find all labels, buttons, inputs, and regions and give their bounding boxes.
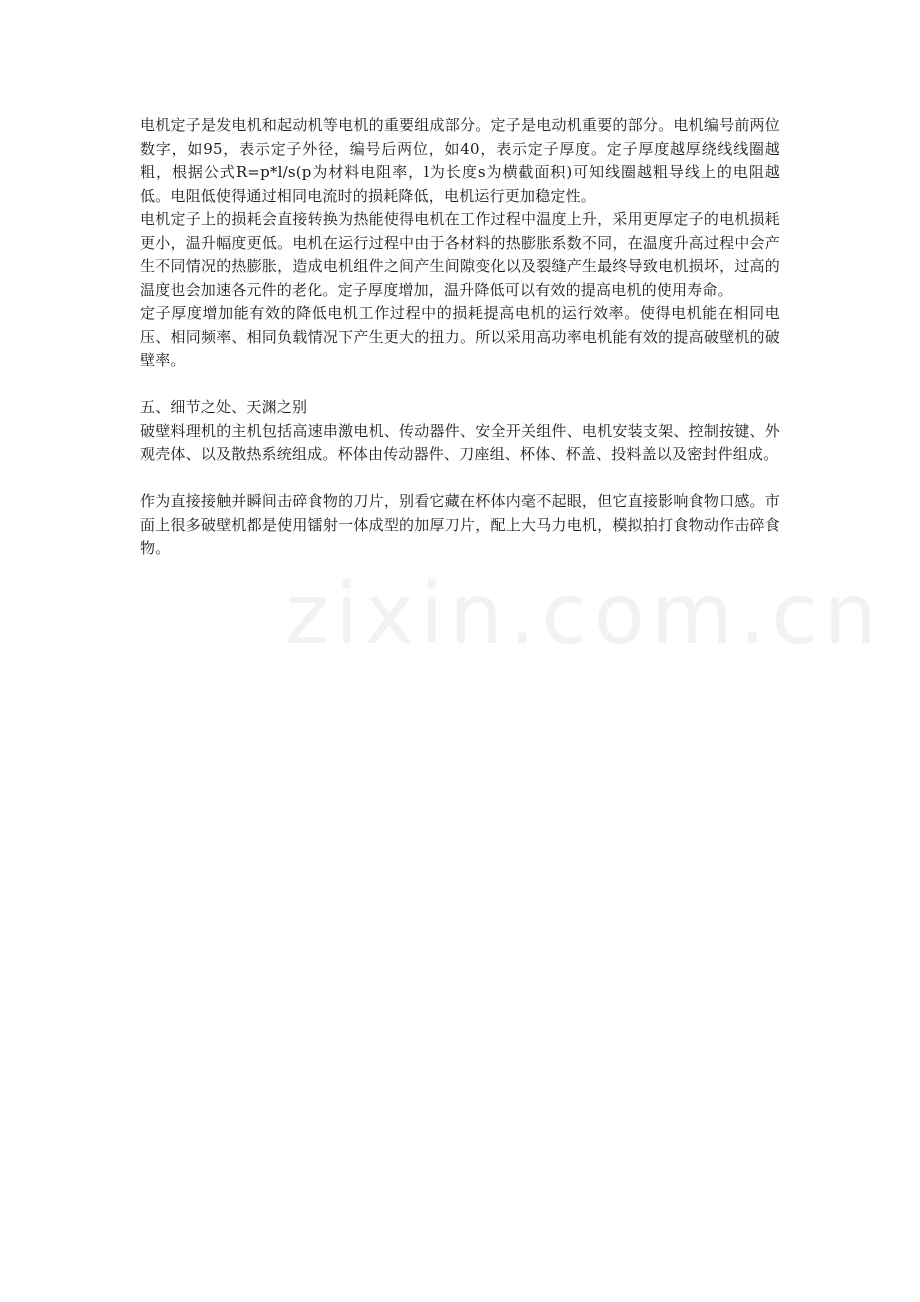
paragraph-stator-heat: 电机定子上的损耗会直接转换为热能使得电机在工作过程中温度上升，采用更厚定子的电机损耗更小，温升幅度更低。电机在运行过程中由于各材料的热膨胀系数不同，在温度升高过程中会产生不同情况的热膨胀，造成电机组件之间产生间隙变化以及裂缝产生最终导致电机损坏，过高的温度也会加速各元件的老化。定子厚度增加，温升降低可以有效的提高电机的使用寿命。 — [140, 210, 780, 299]
document-body — [140, 114, 780, 561]
paragraph-stator-efficiency: 定子厚度增加能有效的降低电机工作过程中的损耗提高电机的运行效率。使得电机能在相同电压、相同频率、相同负载情况下产生更大的扭力。所以采用高功率电机能有效的提高破壁机的破壁率。 — [140, 304, 780, 369]
paragraph-blades: 作为直接接触并瞬间击碎食物的刀片，别看它藏在杯体内毫不起眼，但它直接影响食物口感。市面上很多破壁机都是使用镭射一体成型的加厚刀片，配上大马力电机，模拟拍打食物动作击碎食物。 — [140, 492, 780, 557]
paragraph-spacer — [140, 373, 780, 397]
section-heading: 五、细节之处、天渊之别 — [140, 398, 308, 416]
paragraph-components: 破壁料理机的主机包括高速串激电机、传动器件、安全开关组件、电机安装支架、控制按键、外观壳体、以及散热系统组成。杯体由传动器件、刀座组、杯体、杯盖、投料盖以及密封件组成。 — [140, 421, 780, 463]
paragraph-stator-intro: 电机定子是发电机和起动机等电机的重要组成部分。定子是电动机重要的部分。电机编号前两位数字，如95，表示定子外径，编号后两位，如40，表示定子厚度。定子厚度越厚绕线线圈越粗，根据公式R=p*l/s(p为材料电阻率，l为长度s为横截面积)可知线圈越粗导线上的电阻越低。电阻低使得通过相同电流时的损耗降低，电机运行更加稳定性。 — [140, 116, 780, 205]
paragraph-spacer — [140, 467, 780, 491]
watermark: zixin.com.cn — [285, 565, 883, 663]
